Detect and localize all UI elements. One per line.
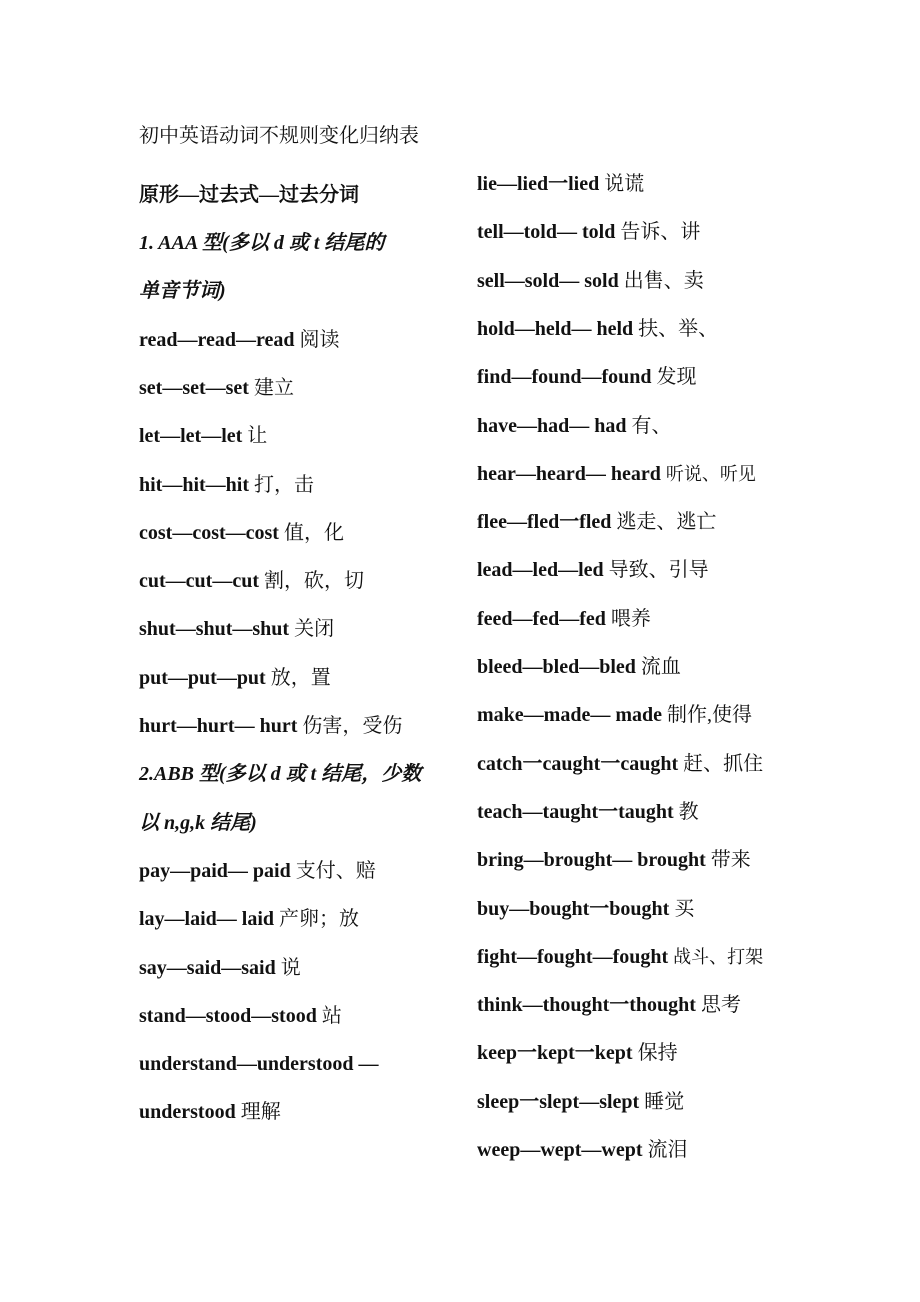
verb-meaning: 保持 (637, 1042, 678, 1065)
verb-meaning: 战斗、打架 (673, 946, 764, 967)
verb-entry (139, 1051, 379, 1077)
verb-meaning: 放，置 (270, 666, 331, 689)
verb-forms: have—had— had (477, 414, 627, 437)
verb-meaning: 睡觉 (644, 1090, 685, 1113)
verb-meaning: 流血 (640, 656, 681, 678)
verb-entry (477, 461, 756, 487)
verb-meaning: 理解 (240, 1101, 281, 1124)
verb-forms: hit—hit—hit (139, 473, 250, 496)
verb-meaning: 说 (280, 956, 301, 979)
verb-entry (139, 423, 267, 449)
verb-forms: think—thought一thought (477, 994, 696, 1017)
verb-meaning: 制作,使得 (666, 704, 752, 727)
verb-forms: hear—heard— heard (477, 462, 661, 485)
verb-entry (139, 713, 402, 739)
verb-entry (139, 375, 294, 401)
verb-forms: bring—brought— brought (477, 849, 706, 872)
verb-forms: buy—bought一bought (477, 897, 670, 920)
verb-entry (139, 568, 364, 594)
verb-forms: feed—fed—fed (477, 607, 606, 630)
verb-forms: weep—wept—wept (477, 1139, 643, 1161)
verb-meaning: 扶、举、 (638, 317, 719, 340)
verb-meaning: 告诉、讲 (620, 221, 701, 244)
verb-meaning: 流泪 (647, 1139, 688, 1161)
verb-entry (477, 509, 716, 535)
verb-meaning: 思考 (700, 994, 741, 1017)
verb-entry (139, 858, 376, 884)
verb-forms: hold—held— held (477, 317, 634, 340)
verb-entry (477, 847, 751, 873)
verb-forms: sleep一slept—slept (477, 1090, 640, 1113)
verb-forms: make—made— made (477, 704, 662, 727)
verb-entry (477, 992, 741, 1018)
verb-forms: sell—sold— sold (477, 269, 619, 292)
verb-entry (477, 1089, 684, 1115)
verb-meaning: 产卵；放 (279, 908, 360, 931)
verb-forms: pay—paid— paid (139, 859, 291, 882)
verb-forms: hurt—hurt— hurt (139, 715, 298, 737)
verb-forms: fight—fought—fought (477, 945, 669, 968)
verb-entry (139, 616, 334, 642)
verb-entry (477, 413, 672, 439)
verb-forms: bleed—bled—bled (477, 656, 636, 678)
verb-entry (477, 219, 700, 245)
verb-entry (139, 665, 331, 691)
verb-meaning: 发现 (656, 366, 697, 389)
verb-meaning: 关闭 (294, 618, 335, 641)
verb-entry (139, 955, 301, 981)
verb-entry (477, 268, 704, 294)
verb-entry (139, 472, 314, 498)
verb-entry (477, 896, 694, 922)
verb-forms: lead—led—led (477, 559, 604, 582)
verb-meaning: 站 (321, 1004, 342, 1027)
verb-forms: teach—taught一taught (477, 800, 674, 823)
section-heading: 2.ABB 型(多以 d 或 t 结尾，少数 (139, 763, 422, 786)
verb-entry (477, 944, 763, 970)
verb-meaning: 导致、引导 (608, 559, 709, 582)
verb-meaning: 让 (247, 425, 268, 448)
column-heading: 原形—过去式—过去分词 (139, 184, 359, 206)
verb-forms: cut—cut—cut (139, 570, 259, 593)
verb-forms: catch一caught一caught (477, 752, 679, 775)
verb-entry (139, 327, 340, 353)
document-title: 初中英语动词不规则变化归纳表 (139, 125, 419, 147)
verb-forms: set—set—set (139, 376, 249, 399)
verb-meaning: 赶、抓住 (683, 752, 764, 775)
verb-forms: say—said—said (139, 956, 276, 979)
verb-forms: stand—stood—stood (139, 1004, 317, 1027)
verb-forms: find—found—found (477, 366, 652, 389)
section-heading: 1. AAA 型(多以 d 或 t 结尾的 (139, 232, 385, 254)
verb-entry (477, 654, 681, 680)
verb-meaning: 值，化 (283, 521, 344, 544)
verb-meaning: 割，砍，切 (263, 570, 364, 593)
verb-meaning: 买 (674, 897, 695, 920)
verb-meaning: 有、 (631, 414, 672, 437)
verb-meaning: 建立 (253, 376, 294, 399)
verb-entry (139, 1003, 342, 1029)
verb-entry (477, 364, 697, 390)
verb-forms: understood (139, 1101, 236, 1124)
verb-meaning: 说谎 (604, 173, 645, 195)
verb-entry (477, 171, 644, 197)
verb-entry (477, 702, 752, 728)
verb-entry (477, 799, 699, 825)
verb-forms: flee—fled一fled (477, 511, 612, 534)
verb-meaning: 逃走、逃亡 (616, 511, 717, 534)
verb-entry (477, 557, 709, 583)
verb-forms: put—put—put (139, 666, 266, 689)
verb-meaning: 支付、赔 (295, 859, 376, 882)
verb-meaning: 伤害，受伤 (302, 715, 403, 737)
verb-forms: lay—laid— laid (139, 908, 275, 931)
verb-meaning: 喂养 (610, 607, 651, 630)
verb-meaning: 教 (678, 800, 699, 823)
verb-meaning: 出售、卖 (623, 269, 704, 292)
verb-entry (139, 1099, 281, 1125)
verb-entry (477, 751, 763, 777)
verb-forms: tell—told— told (477, 221, 616, 244)
verb-entry (477, 1137, 688, 1163)
verb-entry (477, 1040, 678, 1066)
verb-meaning: 阅读 (299, 328, 340, 351)
verb-forms: lie—lied一lied (477, 173, 600, 195)
verb-forms: let—let—let (139, 425, 243, 448)
verb-entry (139, 906, 359, 932)
verb-forms: keep一kept一kept (477, 1042, 633, 1065)
verb-forms: read—read—read (139, 328, 295, 351)
verb-meaning: 听说、听见 (665, 463, 756, 484)
verb-meaning: 带来 (710, 849, 751, 872)
section-heading: 以 n,g,k 结尾) (139, 811, 257, 834)
verb-entry (477, 316, 718, 342)
verb-forms: understand—understood — (139, 1053, 379, 1076)
verb-meaning: 打，击 (254, 473, 315, 496)
verb-forms: cost—cost—cost (139, 521, 279, 544)
verb-entry (139, 520, 344, 546)
section-heading: 单音节词) (139, 280, 226, 303)
verb-entry (477, 606, 651, 632)
verb-forms: shut—shut—shut (139, 618, 290, 641)
